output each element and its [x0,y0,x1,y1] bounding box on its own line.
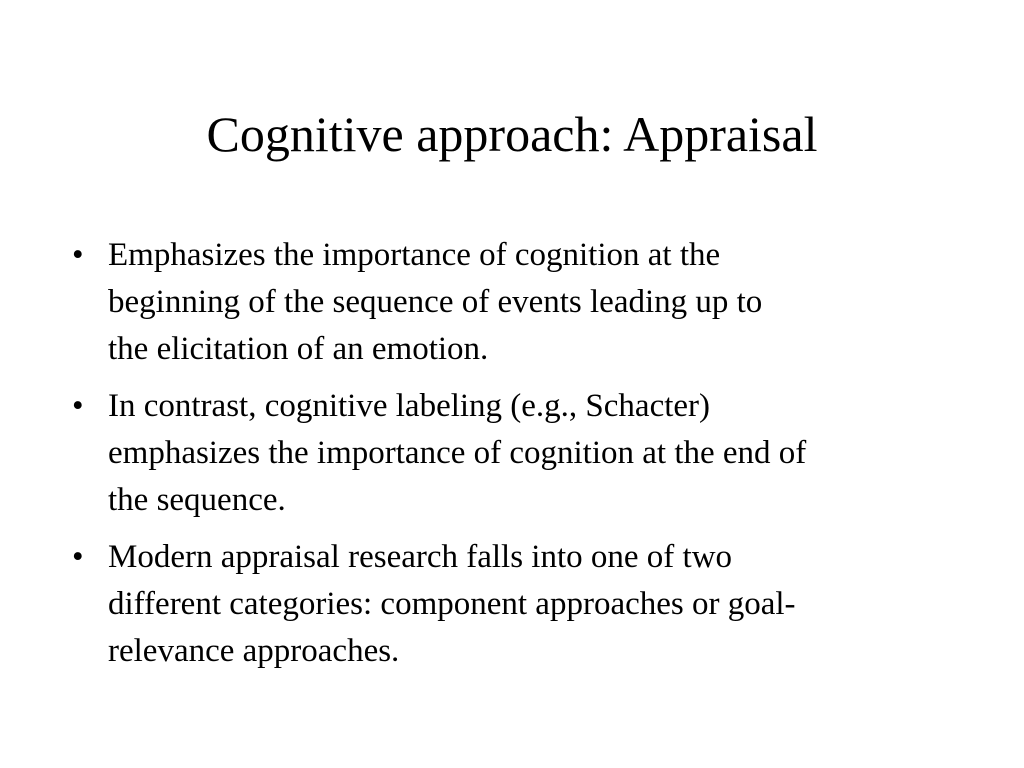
bullet-icon: • [72,237,84,273]
bullet-text-line: In contrast, cognitive labeling (e.g., Schacter) [108,388,711,424]
bullet-text-line: Emphasizes the importance of cognition at the [108,237,721,273]
bullet-text-line: different categories: component approaches or goal- [108,586,796,622]
bullet-item [72,232,972,373]
bullet-text-line: beginning of the sequence of events leading up to [108,284,763,320]
bullet-text-line: Modern appraisal research falls into one of two [108,539,733,575]
bullet-icon: • [72,388,84,424]
bullet-item [72,383,972,524]
bullet-text-line: the sequence. [108,482,286,518]
slide-title: Cognitive approach: Appraisal [206,106,818,162]
bullet-text-line: the elicitation of an emotion. [108,331,489,367]
bullet-icon: • [72,539,84,575]
bullet-text-line: relevance approaches. [108,633,400,669]
bullet-text-line: emphasizes the importance of cognition at the end of [108,435,807,471]
bullet-list [72,232,972,685]
bullet-item [72,534,972,675]
